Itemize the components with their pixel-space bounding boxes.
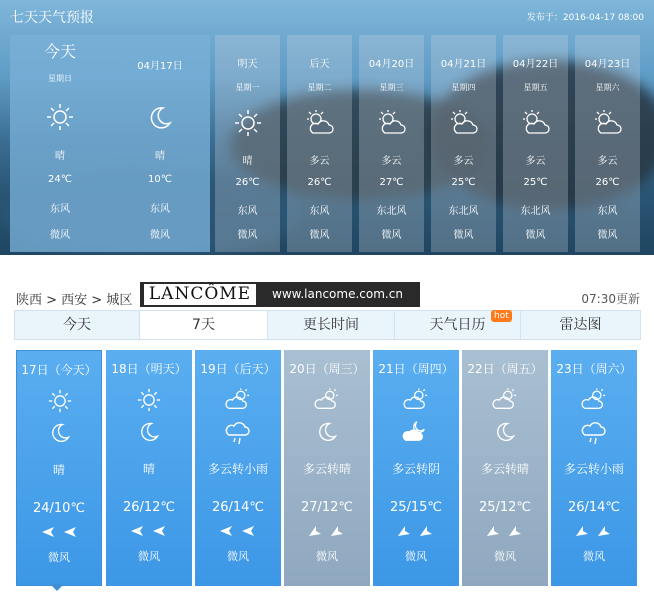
forecast-condition: 多云转阴 xyxy=(391,462,440,476)
day-wind-direction: 东风 xyxy=(309,206,330,217)
day-wind: 微风 xyxy=(525,230,546,241)
day-condition: 多云 xyxy=(597,156,618,167)
day-name: 04月21日 xyxy=(440,59,487,70)
day-wind: 微风 xyxy=(309,230,330,241)
day-wind-direction: 东风 xyxy=(237,206,258,217)
day-wind: 微风 xyxy=(453,230,474,241)
forecast-wind: 微风 xyxy=(227,550,249,563)
tab-weather-calendar-label: 天气日历 xyxy=(429,317,486,333)
cloud-sun-icon xyxy=(580,388,608,412)
day-temp: 26℃ xyxy=(307,177,332,188)
forecast-date: 19日（后天） xyxy=(200,362,276,376)
day-weekday: 星期一 xyxy=(235,83,260,92)
forecast-day-card[interactable] xyxy=(195,350,281,586)
cloud-sun-icon xyxy=(224,388,252,412)
weekly-forecast-banner xyxy=(0,0,654,255)
day-temp: 26℃ xyxy=(235,177,260,188)
forecast-wind: 微风 xyxy=(583,550,605,563)
tab-today[interactable]: 今天 xyxy=(15,311,140,339)
sun-icon xyxy=(234,109,262,137)
moon-icon xyxy=(316,421,338,443)
day-card[interactable] xyxy=(287,35,352,252)
selected-day-pointer xyxy=(50,584,64,591)
day-wind-direction: 东北风 xyxy=(448,206,479,217)
forecast-date: 21日（周四） xyxy=(378,362,454,376)
today-night-wind: 微风 xyxy=(150,230,170,241)
forecast-temp: 27/12℃ xyxy=(300,500,354,515)
day-wind: 微风 xyxy=(237,230,258,241)
day-card[interactable] xyxy=(215,35,280,252)
moon-icon xyxy=(138,421,160,443)
moon-icon xyxy=(494,421,516,443)
moon-icon xyxy=(49,422,71,444)
forecast-condition: 晴 xyxy=(142,462,155,476)
forecast-panel xyxy=(0,255,654,597)
today-day-condition: 晴 xyxy=(55,151,65,162)
forecast-temp: 26/14℃ xyxy=(567,500,621,515)
forecast-date: 17日（今天） xyxy=(21,363,97,377)
day-name: 04月22日 xyxy=(512,59,559,70)
day-condition: 晴 xyxy=(242,156,253,167)
forecast-temp: 26/14℃ xyxy=(211,500,265,515)
day-condition: 多云 xyxy=(453,156,474,167)
cloud-sun-icon xyxy=(377,109,407,137)
day-wind: 微风 xyxy=(381,230,402,241)
day-name: 明天 xyxy=(237,59,258,70)
breadcrumb[interactable]: 陕西 > 西安 > 城区 xyxy=(16,293,133,308)
forecast-condition: 晴 xyxy=(52,463,65,477)
cloud-sun-icon xyxy=(521,109,551,137)
forecast-cards xyxy=(10,35,645,252)
forecast-date: 18日（明天） xyxy=(111,362,187,376)
day-name: 04月23日 xyxy=(584,59,631,70)
forecast-date: 20日（周三） xyxy=(289,362,365,376)
day-weekday: 星期四 xyxy=(451,83,476,92)
forecast-wind: 微风 xyxy=(494,550,516,563)
wind-arrow-icon xyxy=(40,526,80,538)
forecast-wind: 微风 xyxy=(138,550,160,563)
tab-radar[interactable]: 雷达图 xyxy=(559,317,602,333)
wind-arrow-icon xyxy=(129,525,169,537)
ad-brand-logo: LANCÔME xyxy=(144,284,256,305)
cloud-sun-icon xyxy=(491,388,519,412)
forecast-wind: 微风 xyxy=(48,551,70,564)
day-card[interactable] xyxy=(575,35,640,252)
today-day-wind: 微风 xyxy=(50,230,70,241)
rain-icon xyxy=(225,420,251,446)
today-day-wind-direction: 东风 xyxy=(50,204,70,215)
cloud-sun-icon xyxy=(313,388,341,412)
day-temp: 26℃ xyxy=(595,177,620,188)
day-wind-direction: 东北风 xyxy=(376,206,407,217)
day-weekday: 星期二 xyxy=(307,83,332,92)
cloud-sun-icon xyxy=(402,388,430,412)
day-temp: 25℃ xyxy=(451,177,476,188)
today-night-date: 04月17日 xyxy=(137,61,183,72)
cloud-sun-icon xyxy=(305,109,335,137)
wind-arrow-icon xyxy=(485,525,525,537)
ad-url: www.lancome.com.cn xyxy=(272,287,403,301)
day-temp: 25℃ xyxy=(523,177,548,188)
today-card[interactable] xyxy=(10,35,210,252)
day-wind-direction: 东风 xyxy=(597,206,618,217)
forecast-wind: 微风 xyxy=(316,550,338,563)
day-wind: 微风 xyxy=(597,230,618,241)
forecast-date: 23日（周六） xyxy=(556,362,632,376)
forecast-condition: 多云转晴 xyxy=(302,462,351,476)
publish-time: 发布于：2016-04-17 08:00 xyxy=(526,13,644,23)
forecast-temp: 26/12℃ xyxy=(122,500,176,515)
wind-arrow-icon xyxy=(574,525,614,537)
sun-icon xyxy=(46,103,74,131)
forecast-wind: 微风 xyxy=(405,550,427,563)
day-condition: 多云 xyxy=(309,156,330,167)
today-day-temp: 24℃ xyxy=(48,174,72,185)
tab-7-days[interactable]: 7天 xyxy=(140,311,268,339)
day-condition: 多云 xyxy=(381,156,402,167)
forecast-condition: 多云转小雨 xyxy=(207,462,268,476)
moon-icon xyxy=(147,105,173,131)
update-time: 07:30更新 xyxy=(581,292,640,306)
sun-icon xyxy=(48,389,72,413)
forecast-day-card[interactable] xyxy=(373,350,459,586)
tab-longer-term[interactable]: 更长时间 xyxy=(268,311,395,339)
today-label: 今天 xyxy=(43,42,76,61)
forecast-condition: 多云转晴 xyxy=(480,462,529,476)
day-wind-direction: 东北风 xyxy=(520,206,551,217)
today-night-condition: 晴 xyxy=(155,151,165,162)
forecast-temp: 25/15℃ xyxy=(389,500,443,515)
forecast-day-card[interactable] xyxy=(551,350,637,586)
day-weekday: 星期六 xyxy=(595,83,620,92)
day-card[interactable] xyxy=(359,35,424,252)
hot-badge: hot xyxy=(491,310,512,322)
day-card[interactable] xyxy=(503,35,568,252)
rain-icon xyxy=(581,420,607,446)
forecast-temp: 25/12℃ xyxy=(478,500,532,515)
wind-arrow-icon xyxy=(396,525,436,537)
forecast-tabs xyxy=(14,310,641,340)
forecast-temp: 24/10℃ xyxy=(32,501,86,516)
sun-icon xyxy=(137,388,161,412)
forecast-day-card[interactable] xyxy=(462,350,548,586)
day-card[interactable] xyxy=(431,35,496,252)
wind-arrow-icon xyxy=(307,525,347,537)
wind-arrow-icon xyxy=(218,525,258,537)
cloud-sun-icon xyxy=(449,109,479,137)
day-name: 后天 xyxy=(309,59,330,70)
banner-title: 七天天气预报 xyxy=(10,10,94,26)
cloud-sun-icon xyxy=(593,109,623,137)
tab-weather-calendar[interactable] xyxy=(395,311,521,339)
forecast-condition: 多云转小雨 xyxy=(563,462,624,476)
today-night-wind-direction: 东风 xyxy=(150,204,170,215)
cloud-moon-icon xyxy=(402,420,430,444)
ad-banner[interactable] xyxy=(140,282,420,307)
forecast-day-card[interactable] xyxy=(284,350,370,586)
forecast-day-card[interactable] xyxy=(16,350,102,586)
day-condition: 多云 xyxy=(525,156,546,167)
day-temp: 27℃ xyxy=(379,177,404,188)
day-weekday: 星期三 xyxy=(379,83,404,92)
forecast-day-card[interactable] xyxy=(106,350,192,586)
day-weekday: 星期五 xyxy=(523,83,548,92)
day-name: 04月20日 xyxy=(368,59,415,70)
forecast-date: 22日（周五） xyxy=(467,362,543,376)
today-night-temp: 10℃ xyxy=(148,174,172,185)
today-weekday: 星期日 xyxy=(48,74,72,83)
